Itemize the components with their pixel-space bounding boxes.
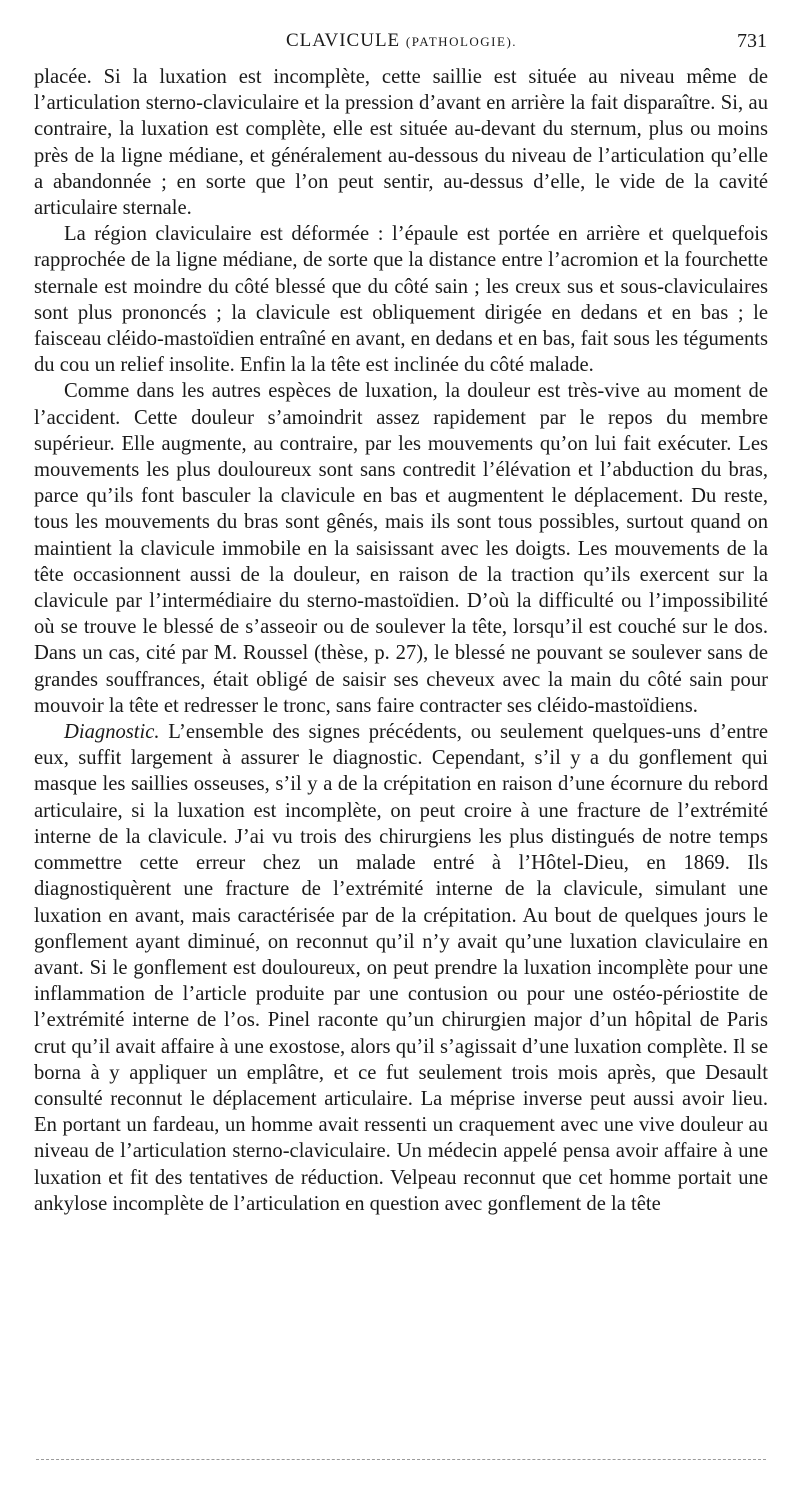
paragraph-deformation: [34, 221, 768, 378]
paragraph-text: La région claviculaire est déformée : l’épaule est portée en arrière et quelquefois rapprochée de la ligne médiane, de sorte que la distance entre l’acromion et la fourchette sternale est moindre du côté blessé que du côté sain ; les creux sus et sous-claviculaires sont plus prononcés ; la clavicule est obliquement dirigée en dedans et en bas ; le faisceau cléido-mastoïdien entraîné en avant, en dedans et en bas, fait sous les téguments du cou un relief insolite. Enfin la la tête est inclinée du côté malade.: [34, 223, 768, 377]
body-text: [34, 64, 768, 1217]
paragraph-douleur: [34, 378, 768, 719]
paragraph-text: placée. Si la luxation est incomplète, cette saillie est située au niveau même de l’articulation sterno-claviculaire et la pression d’avant en arrière la fait disparaître. Si, au contraire, la luxation est complète, elle est située au-devant du sternum, plus ou moins près de la ligne médiane, et généralement au-dessous du niveau de l’articulation qu’elle a abandonnée ; en sorte que l’on peut sentir, au-dessus d’elle, le vide de la cavité articulaire sternale.: [34, 66, 768, 220]
paragraph-text: Comme dans les autres espèces de luxation, la douleur est très-vive au moment de l’accident. Cette douleur s’amoindrit assez rapidement par le repos du membre supérieur. Elle augmente, au contraire, par les mouvements qu’on lui fait exécuter. Les mouvements les plus douloureux sont sans contredit l’élévation et l’abduction du bras, parce qu’ils font basculer la clavicule en bas et augmentent le déplacement. Du reste, tous les mouvements du bras sont gênés, mais ils sont tous possibles, surtout quand on maintient la clavicule immobile en la saisissant avec les doigts. Les mouvements de la tête occasionnent aussi de la douleur, en raison de la traction qu’ils exercent sur la clavicule par l’intermédiaire du sterno-mastoïdien. D’où la difficulté ou l’impossibilité où se trouve le blessé de s’asseoir ou de soulever la tête, lorsqu’il est couché sur le dos. Dans un cas, cité par M. Roussel (thèse, p. 27), le blessé ne pouvant se soulever sans de grandes souffrances, était obligé de saisir ses cheveux avec la main du côté sain pour mouvoir la tête et redresser le tronc, sans faire contracter ses cléido-mastoïdiens.: [34, 380, 768, 717]
running-head: [34, 30, 769, 60]
page-number: 731: [737, 30, 767, 52]
paragraph-diagnostic: [34, 719, 768, 1217]
running-title: [34, 30, 769, 52]
chapter-title: CLAVICULE: [285, 30, 401, 51]
footer-dotted-rule: [36, 1459, 766, 1460]
diagnostic-heading: Diagnostic.: [64, 721, 160, 744]
section-label: (PATHOLOGIE).: [405, 34, 518, 49]
paragraph-text: L’ensemble des signes précédents, ou seulement quelques-uns d’entre eux, suffit largement à assurer le diagnostic. Cependant, s’il y a du gonflement qui masque les saillies osseuses, s’il y a de la crépitation en raison d’une écornure du rebord articulaire, si la luxation est incomplète, on peut croire à une fracture de l’extrémité interne de la clavicule. J’ai vu trois des chirurgiens les plus distingués de notre temps commettre cette erreur chez un malade entré à l’Hôtel-Dieu, en 1869. Ils diagnostiquèrent une fracture de l’extrémité interne de la clavicule, simulant une luxation en avant, mais caractérisée par de la crépitation. Au bout de quelques jours le gonflement ayant diminué, on reconnut qu’il n’y avait qu’une luxation claviculaire en avant. Si le gonflement est douloureux, on peut prendre la luxation incomplète pour une inflammation de l’article produite par une contusion ou pour une ostéo-périostite de l’extrémité interne de l’os. Pinel raconte qu’un chirurgien major d’un hôpital de Paris crut qu’il avait affaire à une exostose, alors qu’il s’agissait d’une luxation complète. Il se borna à y appliquer un emplâtre, et ce fut seulement trois mois après, que Desault consulté reconnut le déplacement articulaire. La méprise inverse peut aussi avoir lieu. En portant un fardeau, un homme avait ressenti un craquement avec une vive douleur au niveau de l’articulation sterno-claviculaire. Un médecin appelé pensa avoir affaire à une luxation et fit des tentatives de réduction. Velpeau reconnut que cet homme portait une ankylose incomplète de l’articulation en question avec gonflement de la tête: [34, 721, 768, 1215]
paragraph-continuation: [34, 64, 768, 221]
